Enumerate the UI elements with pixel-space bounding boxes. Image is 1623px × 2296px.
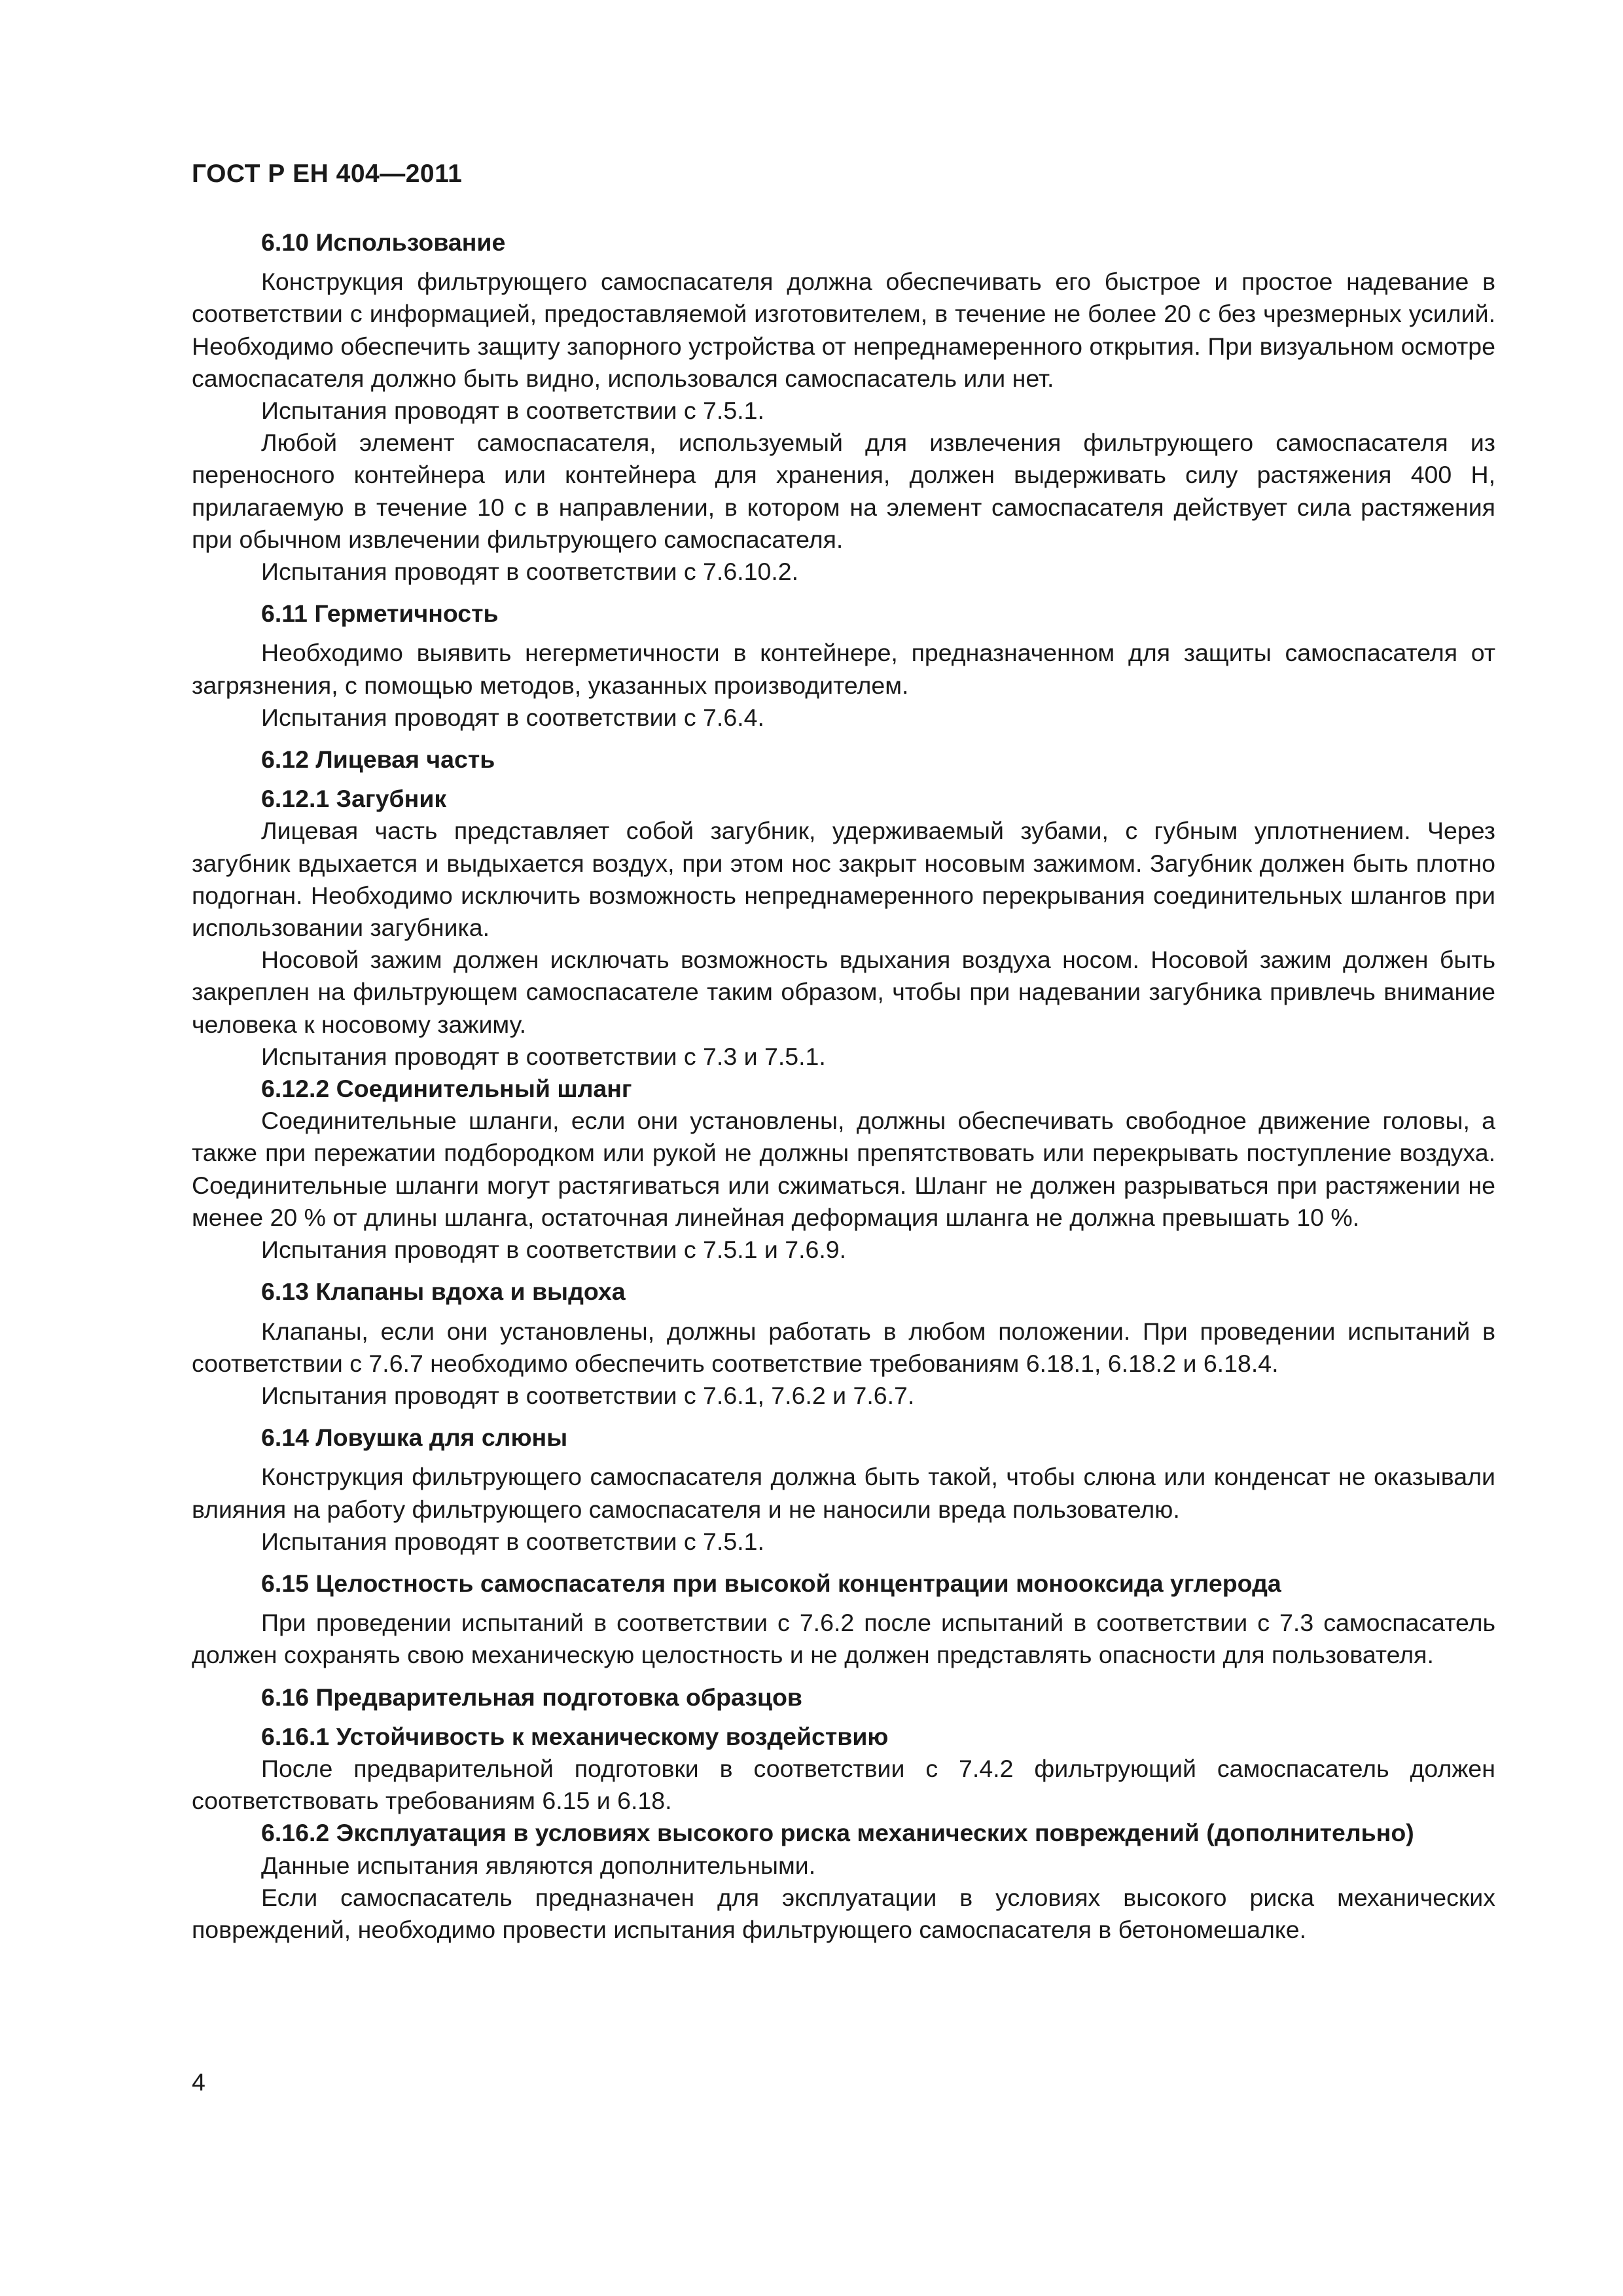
section-6-16-1-title: 6.16.1 Устойчивость к механическому воздействию	[261, 1722, 889, 1750]
section-6-12-2-title: 6.12.2 Соединительный шланг	[261, 1075, 632, 1103]
section-6-11-title: 6.11 Герметичность	[261, 600, 499, 628]
section-6-10-paragraph: Любой элемент самоспасателя, используемый для извлечения фильтрующего самоспасателя из переносного контейнера или контейнера для хранения, должен выдерживать силу растяжения 400 Н, прилагаемую в течение 10 с в направлении, в котором на элемент самоспасателя действует сила растяжения при обычном извлечении фильтрующего самоспасателя.	[192, 429, 1495, 553]
page-number: 4	[192, 2068, 205, 2096]
section-6-10-paragraph: Конструкция фильтрующего самоспасателя должна обеспечивать его быстрое и простое надевание в соответствии с информацией, предоставляемой изготовителем, в течение не более 20 с без чрезмерных усилий. Необходимо обеспечить защиту запорного устройства от непреднамеренного открытия. При визуальном осмотре самоспасателя должно быть видно, использовался самоспасатель или нет.	[192, 268, 1495, 392]
section-6-10-paragraph: Испытания проводят в соответствии с 7.6.10.2.	[261, 558, 799, 586]
section-6-15-title: 6.15 Целостность самоспасателя при высокой концентрации монооксида углерода	[261, 1569, 1281, 1597]
section-6-12-1-paragraph: Лицевая часть представляет собой загубник, удерживаемый зубами, с губным уплотнением. Через загубник вдыхается и выдыхается воздух, при этом нос закрыт носовым зажимом. Загубник должен быть плотно подогнан. Необходимо исключить возможность непреднамеренного перекрывания соединительных шлангов при использовании загубника.	[192, 817, 1495, 942]
section-6-12-1-paragraph: Носовой зажим должен исключать возможность вдыхания воздуха носом. Носовой зажим должен быть закреплен на фильтрующем самоспасателе таким образом, чтобы при надевании загубника привлечь внимание человека к носовому зажиму.	[192, 946, 1495, 1038]
section-6-16-title: 6.16 Предварительная подготовка образцов	[261, 1683, 802, 1711]
section-6-16-2-paragraph: Данные испытания являются дополнительными.	[261, 1851, 816, 1879]
section-6-15-paragraph: При проведении испытаний в соответствии с 7.6.2 после испытаний в соответствии с 7.3 самоспасатель должен сохранять свою механическую целостность и не должен представлять опасности для пользователя.	[192, 1609, 1495, 1669]
section-6-12-title: 6.12 Лицевая часть	[261, 745, 495, 774]
section-6-14-paragraph: Испытания проводят в соответствии с 7.5.1.	[261, 1527, 764, 1555]
section-6-11-paragraph: Необходимо выявить негерметичности в контейнере, предназначенном для защиты самоспасателя от загрязнения, с помощью методов, указанных производителем.	[192, 639, 1495, 699]
section-6-14-title: 6.14 Ловушка для слюны	[261, 1424, 568, 1452]
section-6-13-paragraph: Клапаны, если они установлены, должны работать в любом положении. При проведении испытаний в соответствии с 7.6.7 необходимо обеспечить соответствие требованиям 6.18.1, 6.18.2 и 6.18.4.	[192, 1317, 1495, 1377]
section-6-16-1-paragraph: После предварительной подготовки в соответствии с 7.4.2 фильтрующий самоспасатель должен соответствовать требованиям 6.15 и 6.18.	[192, 1754, 1495, 1815]
section-6-10-paragraph: Испытания проводят в соответствии с 7.5.1.	[261, 397, 764, 425]
section-6-12-1-paragraph: Испытания проводят в соответствии с 7.3 и 7.5.1.	[261, 1042, 826, 1070]
document-body	[192, 226, 1495, 1946]
document-header: ГОСТ Р ЕН 404—2011	[192, 160, 463, 188]
section-6-16-2-paragraph: Если самоспасатель предназначен для эксплуатации в условиях высокого риска механических повреждений, необходимо провести испытания фильтрующего самоспасателя в бетономешалке.	[192, 1883, 1495, 1943]
section-6-10-title: 6.10 Использование	[261, 228, 506, 256]
section-6-11-paragraph: Испытания проводят в соответствии с 7.6.4.	[261, 703, 764, 731]
section-6-16-2-title: 6.16.2 Эксплуатация в условиях высокого риска механических повреждений (дополнительно)	[261, 1819, 1414, 1847]
section-6-12-2-paragraph: Соединительные шланги, если они установлены, должны обеспечивать свободное движение головы, а также при пережатии подбородком или рукой не должны препятствовать или перекрывать поступление воздуха. Соединительные шланги могут растягиваться или сжиматься. Шланг не должен разрываться при растяжении не менее 20 % от длины шланга, остаточная линейная деформация шланга не должна превышать 10 %.	[192, 1107, 1495, 1231]
section-6-13-paragraph: Испытания проводят в соответствии с 7.6.1, 7.6.2 и 7.6.7.	[261, 1381, 915, 1409]
section-6-14-paragraph: Конструкция фильтрующего самоспасателя должна быть такой, чтобы слюна или конденсат не оказывали влияния на работу фильтрующего самоспасателя и не наносили вреда пользователю.	[192, 1463, 1495, 1523]
section-6-13-title: 6.13 Клапаны вдоха и выдоха	[261, 1278, 626, 1306]
section-6-12-2-paragraph: Испытания проводят в соответствии с 7.5.1 и 7.6.9.	[261, 1236, 847, 1264]
section-6-12-1-title: 6.12.1 Загубник	[261, 785, 447, 813]
